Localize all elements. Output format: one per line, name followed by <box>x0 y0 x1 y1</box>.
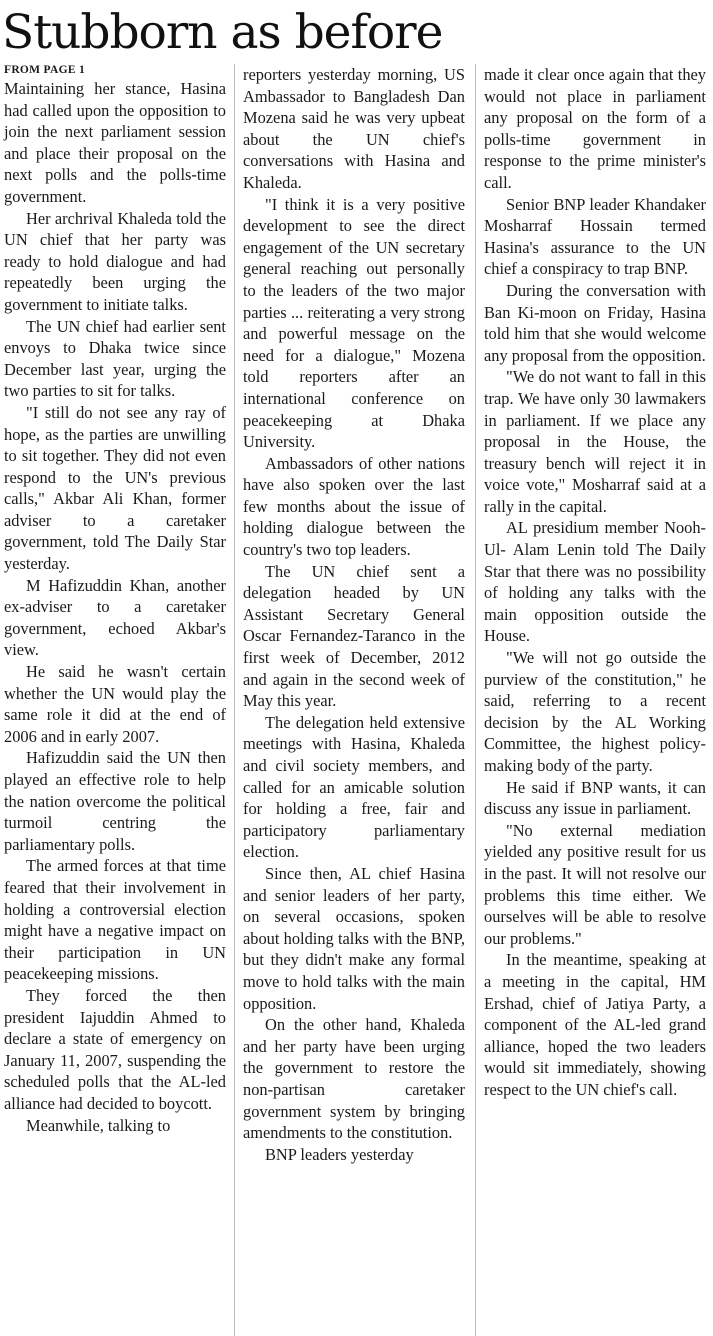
paragraph: Her archrival Khaleda told the UN chief that her party was ready to hold dialogue and had repeatedly been urging the government to initiate talks. <box>4 208 226 314</box>
paragraph: "I still do not see any ray of hope, as the parties are unwilling to sit together. They did not even respond to the UN's previous calls," Akbar Ali Khan, former adviser to a caretaker government, told The Daily Star yesterday. <box>4 402 226 574</box>
paragraph: "No external mediation yielded any positive result for us in the past. It will not resolve our problems this time either. We ourselves will be able to resolve our problems." <box>484 820 706 948</box>
paragraph: Since then, AL chief Hasina and senior leaders of her party, on several occasions, spoken about holding talks with the BNP, but they didn't make any formal move to hold talks with the main opposition. <box>243 863 465 1013</box>
paragraph: The UN chief had earlier sent envoys to Dhaka twice since December last year, urging the two parties to sit for talks. <box>4 316 226 401</box>
headline: Stubborn as before <box>2 5 443 60</box>
paragraph: In the meantime, speaking at a meeting in the capital, HM Ershad, chief of Jatiya Party, a component of the AL-led grand alliance, hoped the two leaders would sit immediately, showing respect to the UN chief's call. <box>484 950 706 1099</box>
column-divider <box>234 64 235 1336</box>
paragraph: "We do not want to fall in this trap. We have only 30 lawmakers in parliament. If we place any proposal in the House, the treasury bench will reject it in voice vote," Mosharraf said at a rally in the capital. <box>484 367 706 516</box>
paragraph: On the other hand, Khaleda and her party have been urging the government to restore the non-partisan caretaker government system by bringing amendments to the constitution. <box>243 1015 465 1143</box>
paragraph: AL presidium member Nooh-Ul- Alam Lenin told The Daily Star that there was no possibility of holding any talks with the main opposition outside the House. <box>484 518 706 646</box>
paragraph: The delegation held extensive meetings with Hasina, Khaleda and civil society members, and called for an amicable solution for holding a free, fair and participatory parliamentary election. <box>243 712 465 862</box>
paragraph: "We will not go outside the purview of the constitution," he said, referring to a recent decision by the AL Working Committee, the highest policy-making body of the party. <box>484 648 706 775</box>
paragraph: M Hafizuddin Khan, another ex-adviser to a caretaker government, echoed Akbar's view. <box>4 575 226 660</box>
paragraph: He said if BNP wants, it can discuss any issue in parliament. <box>484 777 706 819</box>
paragraph: Maintaining her stance, Hasina had called upon the opposition to join the next parliament session and place their proposal on the next polls and the polls-time government. <box>4 79 226 206</box>
column-divider <box>475 64 476 1336</box>
paragraph: During the conversation with Ban Ki-moon on Friday, Hasina told him that she would welcome any proposal from the opposition. <box>484 280 706 365</box>
paragraph: Hafizuddin said the UN then played an effective role to help the nation overcome the political turmoil centring the parliamentary polls. <box>4 748 226 854</box>
paragraph: reporters yesterday morning, US Ambassador to Bangladesh Dan Mozena said he was very upbeat about the UN chief's conversations with Hasina and Khaleda. <box>243 65 465 192</box>
paragraph: The UN chief sent a delegation headed by UN Assistant Secretary General Oscar Fernandez-Taranco in the first week of December, 2012 and again in the second week of May this year. <box>243 561 465 711</box>
paragraph: Senior BNP leader Khandaker Mosharraf Hossain termed Hasina's assurance to the UN chief a conspiracy to trap BNP. <box>484 194 706 279</box>
paragraph: The armed forces at that time feared that their involvement in holding a controversial election might have a negative impact on their participation in UN peacekeeping missions. <box>4 856 226 984</box>
article-column-2 <box>243 64 465 1165</box>
article-column-3 <box>484 64 706 1101</box>
paragraph: BNP leaders yesterday <box>265 1144 414 1164</box>
paragraph: Ambassadors of other nations have also spoken over the last few months about the issue of holding dialogue between the country's two top leaders. <box>243 453 465 560</box>
paragraph: Meanwhile, talking to <box>26 1115 171 1135</box>
paragraph: made it clear once again that they would not place in parliament any proposal on the form of a polls-time government in response to the prime minister's call. <box>484 65 706 192</box>
page-continuation-label: FROM PAGE 1 <box>4 64 86 76</box>
paragraph: He said he wasn't certain whether the UN would play the same role it did at the end of 2006 and in early 2007. <box>4 662 226 746</box>
article-column-1 <box>4 64 226 1136</box>
paragraph: "I think it is a very positive development to see the direct engagement of the UN secretary general reaching out personally to the leaders of the two major parties ... reiterating a very strong and powerful message on the need for a dialogue," Mozena told reporters after an international conference on peacekeeping at Dhaka University. <box>243 194 465 452</box>
paragraph: They forced the then president Iajuddin Ahmed to declare a state of emergency on January 11, 2007, suspending the scheduled polls that the AL-led alliance had decided to boycott. <box>4 985 226 1113</box>
